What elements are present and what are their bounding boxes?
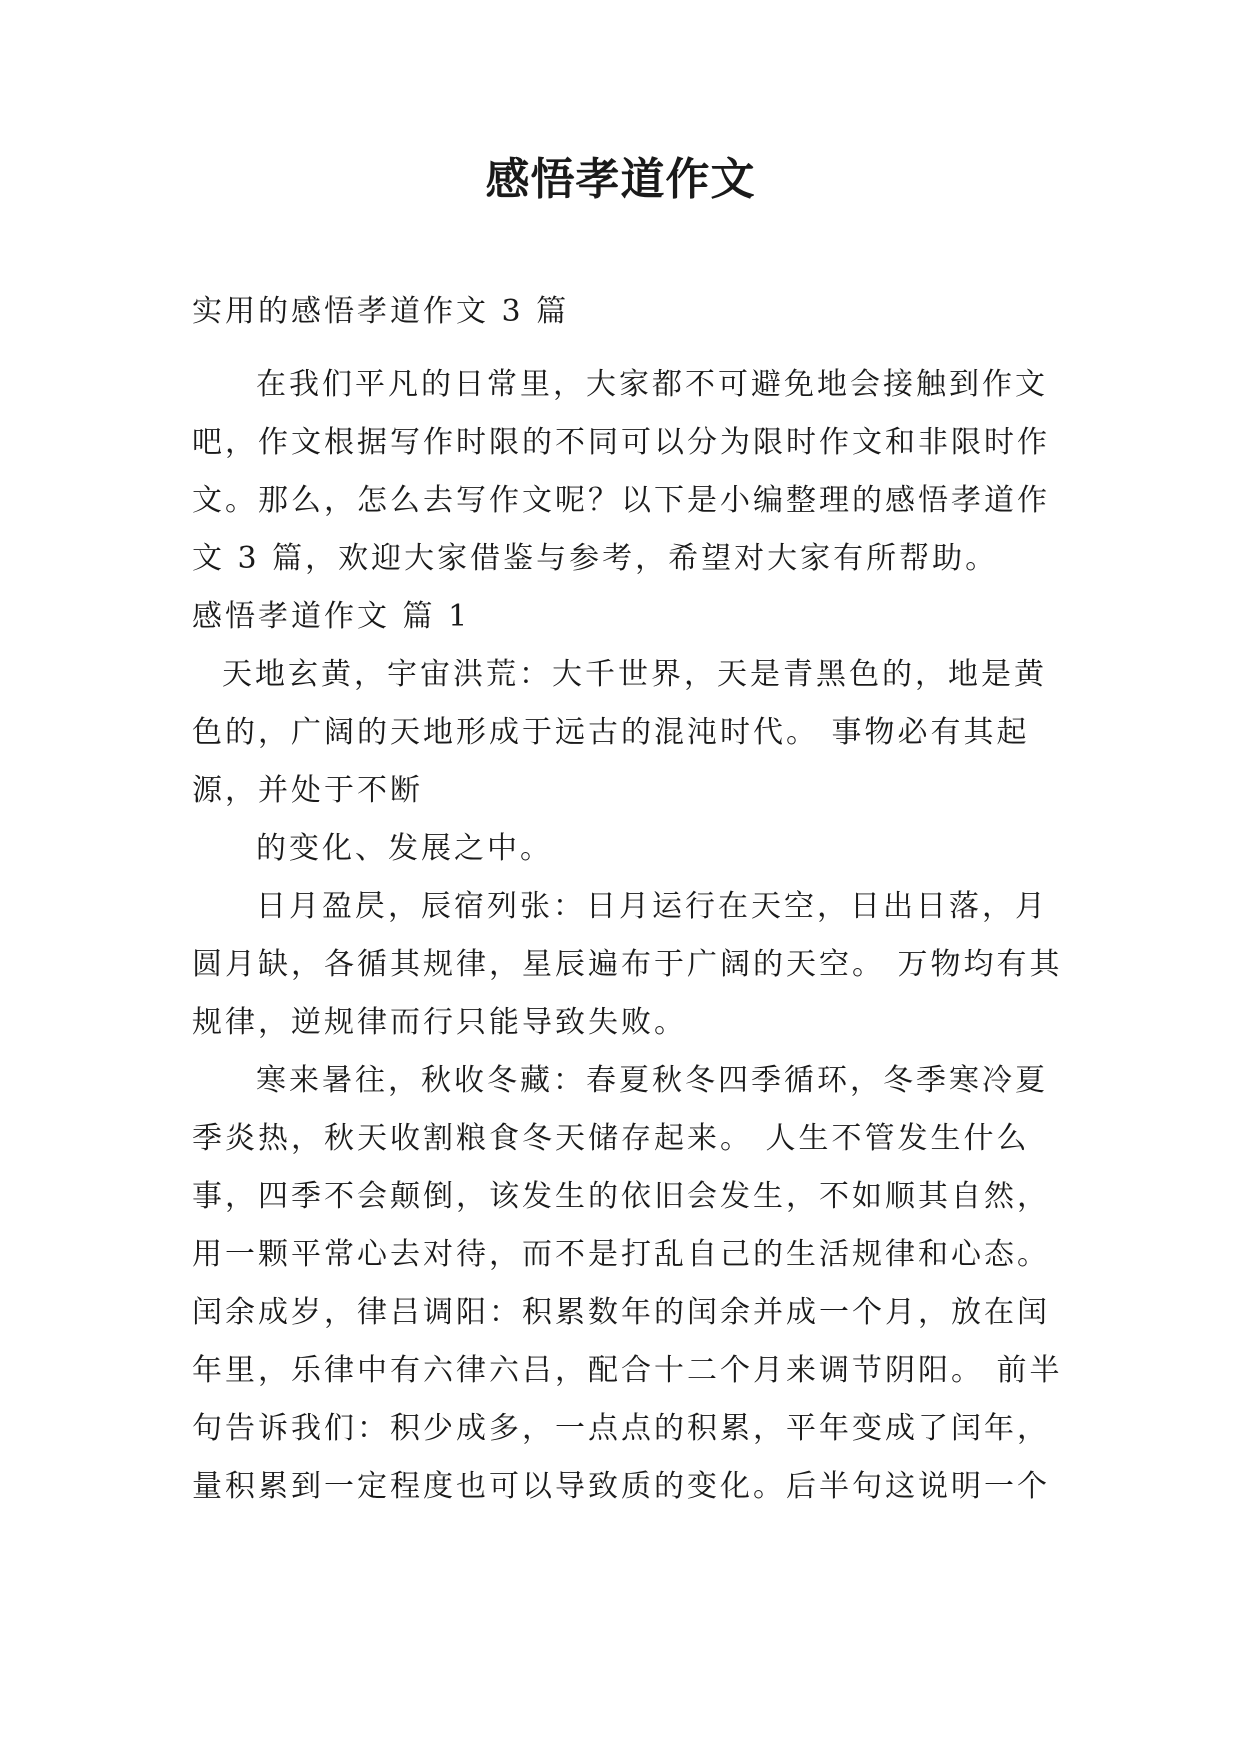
document-title: 感悟孝道作文 bbox=[485, 154, 756, 205]
body-paragraph: 闰余成岁，律吕调阳：积累数年的闰余并成一个月，放在闰年里，乐律中有六律六吕，配合十二个月来调节阴阳。 前半句告诉我们：积少成多，一点点的积累，平年变成了闰年，量积累到一定程度也可以导致质的变化。后半句这说明一个 bbox=[192, 1295, 1063, 1504]
body-paragraph: 的变化、发展之中。 bbox=[256, 831, 553, 866]
document-subtitle: 实用的感悟孝道作文 3 篇 bbox=[192, 294, 570, 329]
body-paragraph: 天地玄黄，宇宙洪荒：大千世界，天是青黑色的，地是黄色的，广阔的天地形成于远古的混沌时代。 事物必有其起源，并处于不断 bbox=[192, 657, 1047, 808]
body-paragraph: 寒来暑往，秋收冬藏：春夏秋冬四季循环，冬季寒冷夏季炎热，秋天收割粮食冬天储存起来。 人生不管发生什么事，四季不会颠倒，该发生的依旧会发生，不如顺其自然，用一颗平常心去对待，而不是打乱自己的生活规律和心态。 bbox=[192, 1063, 1050, 1272]
document-body bbox=[192, 356, 1072, 1516]
body-paragraph: 日月盈昃，辰宿列张：日月运行在天空，日出日落，月圆月缺，各循其规律，星辰遍布于广阔的天空。 万物均有其规律，逆规律而行只能导致失败。 bbox=[192, 889, 1063, 1040]
intro-paragraph: 在我们平凡的日常里，大家都不可避免地会接触到作文吧，作文根据写作时限的不同可以分为限时作文和非限时作文。那么，怎么去写作文呢？以下是小编整理的感悟孝道作文 3 篇，欢迎大家借鉴与参考，希望对大家有所帮助。 bbox=[192, 367, 1050, 576]
section-heading: 感悟孝道作文 篇 1 bbox=[192, 599, 471, 634]
